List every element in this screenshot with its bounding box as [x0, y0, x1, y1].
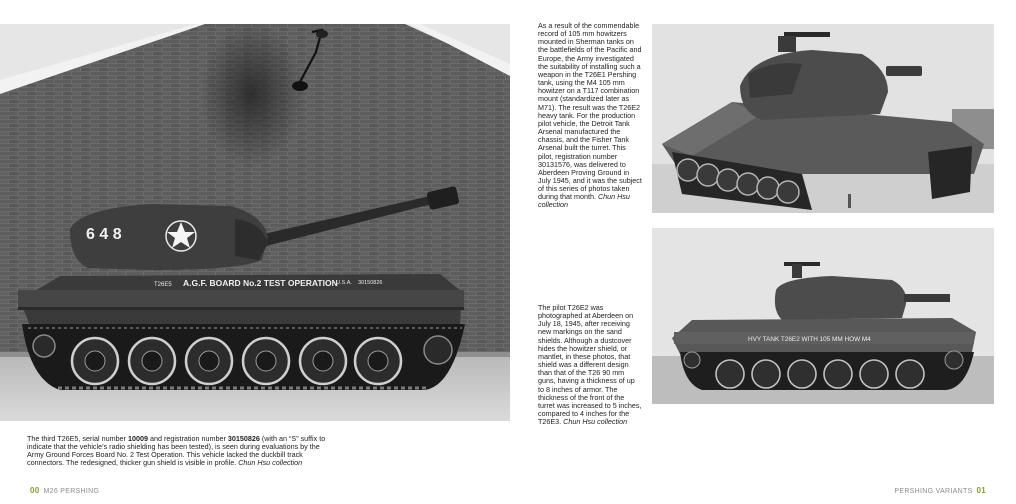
- t26e2-profile-photo: [652, 228, 994, 404]
- turret-number: 6 4 8: [86, 226, 122, 243]
- bottom-photo-hull-marking: HVY TANK T26E2 WITH 105 MM HOW M4: [748, 336, 871, 343]
- right-page-number: 01: [976, 486, 986, 495]
- right-running-title: PERSHING VARIANTS: [894, 488, 973, 495]
- left-running-title: M26 PERSHING: [43, 488, 100, 495]
- hull-banner-marking: A.G.F. BOARD No.2 TEST OPERATION: [183, 278, 338, 288]
- top-right-caption: As a result of the commendable record of 105 mm howitzers mounted in Sherman tanks on the battlefields of the Pacific and Europe, the Army investigated the suitability of installing such a weapon in the T26E1 Pershing tank, using the M4 105 mm howitzer on a T117 combination mount (standardized later as M71). The result was the T26E2 heavy tank. For the production pilot vehicle, the Detroit Tank Arsenal manufactured the chassis, and the Fisher Tank Arsenal built the turret. This pilot, registration number 30131576, was delivered to Aberdeen Proving Ground in July 1945, and it was the subject of this series of photos taken during that month. Chun Hsu collection: [538, 21, 642, 210]
- bottom-right-caption: The pilot T26E2 was photographed at Aberdeen on July 18, 1945, after receiving new markings on the sand shields. Although a dustcover hides the howitzer shield, or mantlet, in these photos, that shield was a different design than that of the T26 90 mm guns, having a thickness of up to 8 inches of armor. The thickness of the front of the turret was increased to 5 inches, compared to 4 inches for the T26E3. Chun Hsu collection: [538, 303, 642, 427]
- main-photo-caption: The third T26E5, serial number 10009 and registration number 30150826 (with an “S” suffix to indicate that the vehicle’s radio shielding has been tested), is seen during evaluations by the Army Ground Forces Board No. 2 Test Operation. This vehicle lacked the duckbill track connectors. The redesigned, thicker gun shield is visible in profile. Chun Hsu collection: [27, 434, 326, 468]
- hull-registration-marking: 30150826: [358, 280, 383, 286]
- hull-left-marking: T26E5: [154, 282, 172, 288]
- left-page-footer: [26, 486, 99, 495]
- hull-usa-marking: U.S.A.: [336, 280, 352, 286]
- t26e2-front-photo: [652, 24, 994, 213]
- main-tank-photo: [0, 24, 510, 421]
- right-page-footer: [894, 486, 990, 495]
- left-page-number: 00: [30, 486, 40, 495]
